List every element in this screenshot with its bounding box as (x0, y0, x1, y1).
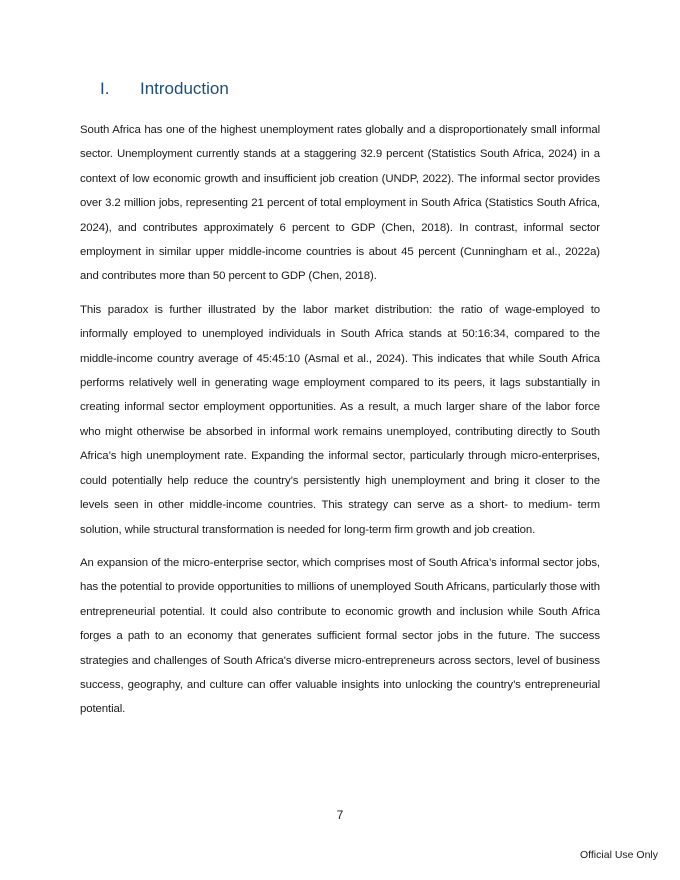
section-number: I. (100, 79, 110, 98)
section-heading (100, 79, 229, 99)
body-text (80, 118, 600, 731)
classification-label: Official Use Only (580, 849, 658, 861)
paragraph: This paradox is further illustrated by the labor market distribution: the ratio of wage-employed to informally employed to unemployed individuals in South Africa stands at 50:16:34, compared to the middle-income country average of 45:45:10 (Asmal et al., 2024). This indicates that while South Africa performs relatively well in generating wage employment compared to its peers, it lags substantially in creating informal sector employment opportunities. As a result, a much larger share of the labor force who might otherwise be absorbed in informal work remains unemployed, contributing directly to South Africa’s high unemployment rate. Expanding the informal sector, particularly through micro-enterprises, could potentially help reduce the country’s persistently high unemployment and bring it closer to the levels seen in other middle-income countries. This strategy can serve as a short- to medium- term solution, while structural transformation is needed for long-term firm growth and job creation. (80, 303, 600, 536)
paragraph: South Africa has one of the highest unemployment rates globally and a disproportionately small informal sector. Unemployment currently stands at a staggering 32.9 percent (Statistics South Africa, 2024) in a context of low economic growth and insufficient job creation (UNDP, 2022). The informal sector provides over 3.2 million jobs, representing 21 percent of total employment in South Africa (Statistics South Africa, 2024), and contributes approximately 6 percent to GDP (Chen, 2018). In contrast, informal sector employment in similar upper middle-income countries is about 45 percent (Cunningham et al., 2022a) and contributes more than 50 percent to GDP (Chen, 2018). (80, 124, 600, 283)
paragraph: An expansion of the micro-enterprise sector, which comprises most of South Africa’s informal sector jobs, has the potential to provide opportunities to millions of unemployed South Africans, particularly those with entrepreneurial potential. It could also contribute to economic growth and inclusion while South Africa forges a path to an economy that generates sufficient formal sector jobs in the future. The success strategies and challenges of South Africa's diverse micro-entrepreneurs across sectors, level of business success, geography, and culture can offer valuable insights into unlocking the country’s entrepreneurial potential. (80, 556, 600, 716)
page-number: 7 (336, 808, 344, 822)
section-title: Introduction (140, 79, 229, 98)
